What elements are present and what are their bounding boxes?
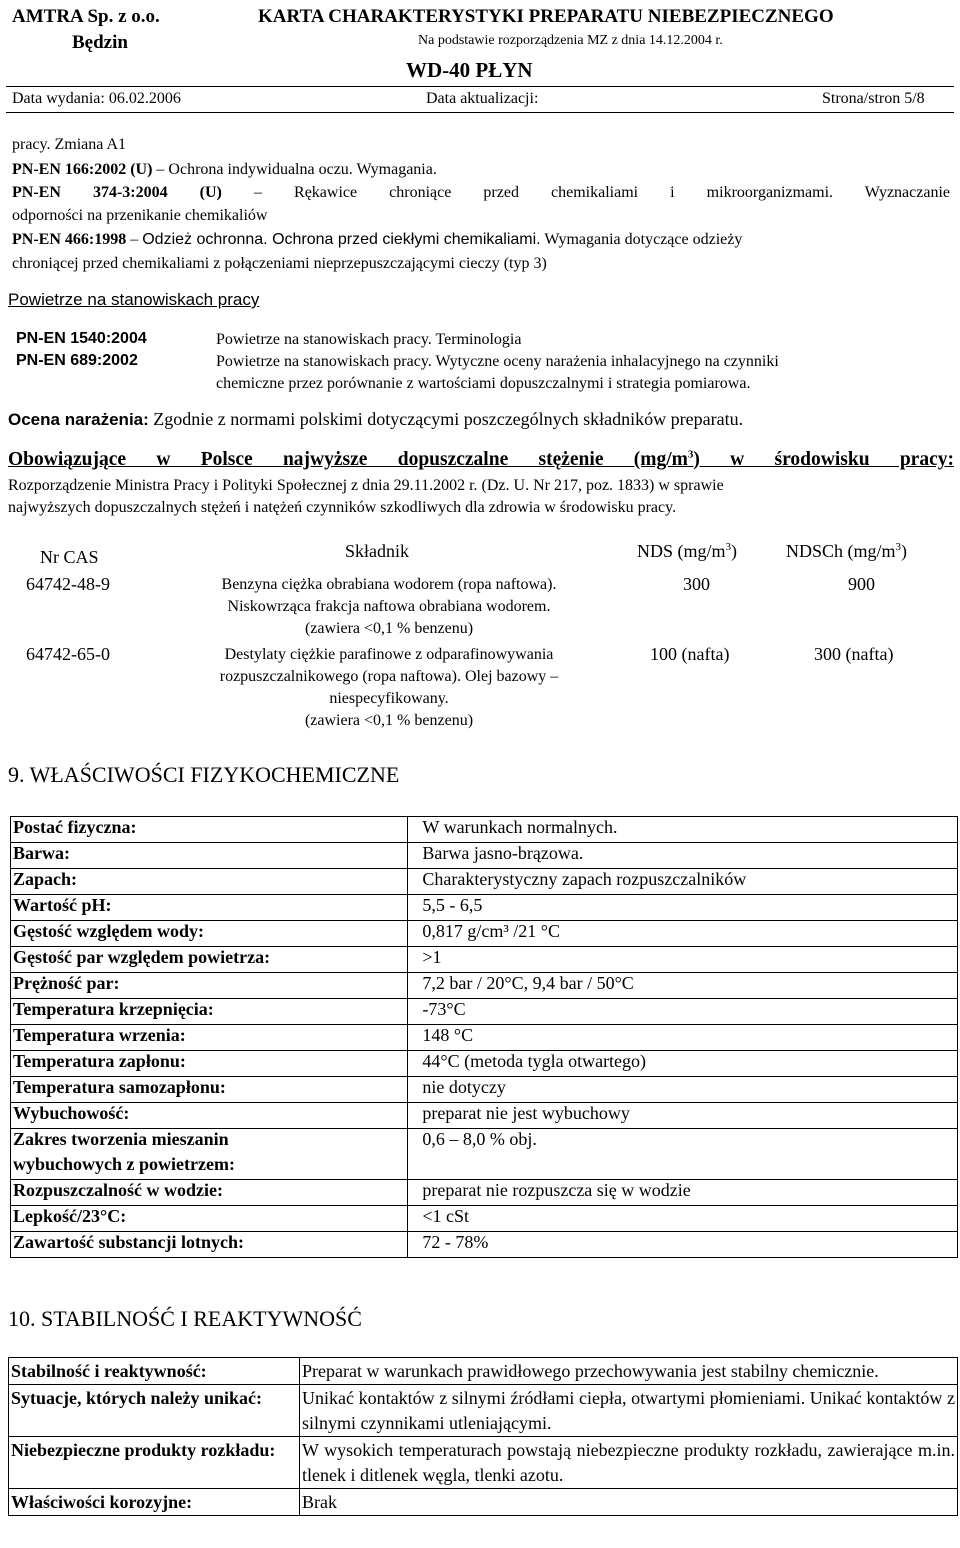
intro-line: PN-EN 374-3:2004 (U) – Rękawice chroniące przed chemikaliami i mikroorganizmami. Wyznaczanie — [12, 184, 951, 201]
property-row — [11, 947, 958, 973]
property-value: Barwa jasno-brązowa. — [408, 843, 958, 869]
property-row — [11, 1154, 958, 1180]
property-value: W warunkach normalnych. — [408, 817, 958, 843]
property-value — [408, 1154, 958, 1180]
stability-value: Preparat w warunkach prawidłowego przechowywania jest stabilny chemicznie. — [300, 1358, 958, 1385]
property-name: Gęstość względem wody: — [11, 921, 408, 947]
property-name: Lepkość/23°C: — [11, 1206, 408, 1232]
limits-heading: Obowiązujące w Polsce najwyższe dopuszczalne stężenie $(mg/m^3)$ w środowisku pracy: — [8, 448, 954, 470]
air-standard: PN-EN 1540:2004 — [16, 330, 147, 347]
air-description: Powietrze na stanowiskach pracy. Wytyczne oceny narażenia inhalacyjnego na czynniki — [216, 353, 779, 370]
ndsch-value: 900 — [848, 574, 875, 594]
air-description: Powietrze na stanowiskach pracy. Terminologia — [216, 331, 522, 348]
exposure-assessment: Ocena narażenia: Zgodnie z normami polskimi dotyczącymi poszczególnych składników preparatu. — [8, 409, 744, 429]
property-name: Wybuchowość: — [11, 1103, 408, 1129]
physicochemical-properties-table — [10, 816, 958, 1258]
property-name: Temperatura wrzenia: — [11, 1025, 408, 1051]
property-value: -73°C — [408, 999, 958, 1025]
property-row — [11, 843, 958, 869]
air-standard: PN-EN 689:2002 — [16, 352, 138, 369]
property-name: Wartość pH: — [11, 895, 408, 921]
property-name: Rozpuszczalność w wodzie: — [11, 1180, 408, 1206]
property-value: <1 cSt — [408, 1206, 958, 1232]
intro-line: PN-EN 166:2002 (U) – Ochrona indywidualna oczu. Wymagania. — [12, 161, 437, 178]
property-row — [11, 1129, 958, 1155]
property-row — [11, 973, 958, 999]
property-name: Zakres tworzenia mieszanin — [11, 1129, 408, 1155]
intro-line: chroniącej przed chemikaliami z połączeniami nieprzepuszczającymi cieczy (typ 3) — [12, 255, 547, 272]
stability-value: Unikać kontaktów z silnymi źródłami ciepła, otwartymi płomieniami. Unikać kontaktów z silnymi czynnikami utleniającymi. — [300, 1385, 958, 1437]
limits-regulation: Rozporządzenie Ministra Pracy i Polityki Społecznej z dnia 29.11.2002 r. (Dz. U. Nr 217, poz. 1833) w sprawie — [8, 477, 724, 494]
stability-row — [9, 1489, 958, 1516]
stability-row — [9, 1358, 958, 1385]
property-value: 0,817 g/cm³ /21 °C — [408, 921, 958, 947]
property-name: Zapach: — [11, 869, 408, 895]
stability-row — [9, 1437, 958, 1489]
property-value: 5,5 - 6,5 — [408, 895, 958, 921]
intro-line: odporności na przenikanie chemikaliów — [12, 207, 268, 224]
stability-name: Właściwości korozyjne: — [9, 1489, 300, 1516]
property-value: preparat nie jest wybuchowy — [408, 1103, 958, 1129]
component-description: Benzyna ciężka obrabiana wodorem (ropa naftowa). Niskowrząca frakcja naftowa obrabiana wodorem. (zawiera <0,1 % benzenu) — [221, 576, 557, 637]
limits-regulation: najwyższych dopuszczalnych stężeń i natężeń czynników szkodliwych dla zdrowia w środowisku pracy. — [8, 499, 677, 516]
stability-value: Brak — [300, 1489, 958, 1516]
property-name: Temperatura zapłonu: — [11, 1051, 408, 1077]
company-name: AMTRA Sp. z o.o. — [12, 6, 160, 27]
section-9-title: 9. WŁAŚCIWOŚCI FIZYKOCHEMICZNE — [8, 762, 400, 787]
col-nds: NDS $(mg/m^3)$ — [637, 541, 738, 561]
document-title: KARTA CHARAKTERYSTYKI PREPARATU NIEBEZPIECZNEGO — [258, 6, 834, 27]
property-name: Temperatura krzepnięcia: — [11, 999, 408, 1025]
property-row — [11, 895, 958, 921]
col-cas: Nr CAS — [40, 547, 99, 567]
product-name: WD-40 PŁYN — [406, 58, 533, 82]
property-name: Zawartość substancji lotnych: — [11, 1232, 408, 1258]
nds-value: 100 (nafta) — [650, 644, 730, 664]
property-value: >1 — [408, 947, 958, 973]
property-name: Temperatura samozapłonu: — [11, 1077, 408, 1103]
col-ndsch: NDSCh $(mg/m^3)$ — [786, 541, 908, 561]
property-row — [11, 817, 958, 843]
stability-name: Sytuacje, których należy unikać: — [9, 1385, 300, 1437]
property-row — [11, 999, 958, 1025]
property-row — [11, 921, 958, 947]
issue-date-label: Data wydania: 06.02.2006 — [12, 90, 181, 107]
header-divider-bottom — [6, 112, 954, 113]
property-row — [11, 869, 958, 895]
property-value: Charakterystyczny zapach rozpuszczalników — [408, 869, 958, 895]
col-component: Składnik — [345, 541, 410, 561]
air-description: chemiczne przez porównanie z wartościami dopuszczalnymi i strategia pomiarowa. — [216, 375, 751, 392]
stability-name: Stabilność i reaktywność: — [9, 1358, 300, 1385]
property-value: 72 - 78% — [408, 1232, 958, 1258]
property-row — [11, 1103, 958, 1129]
property-name: wybuchowych z powietrzem: — [11, 1154, 408, 1180]
property-name: Prężność par: — [11, 973, 408, 999]
stability-value: W wysokich temperaturach powstają niebezpieczne produkty rozkładu, zawierające m.in. tlenek i ditlenek węgla, tlenki azotu. — [300, 1437, 958, 1489]
property-name: Postać fizyczna: — [11, 817, 408, 843]
property-name: Barwa: — [11, 843, 408, 869]
stability-name: Niebezpieczne produkty rozkładu: — [9, 1437, 300, 1489]
update-date-label: Data aktualizacji: — [426, 90, 539, 107]
property-value: 0,6 – 8,0 % obj. — [408, 1129, 958, 1155]
intro-line: pracy. Zmiana A1 — [12, 136, 127, 153]
property-row — [11, 1180, 958, 1206]
property-row — [11, 1077, 958, 1103]
property-value: 7,2 bar / 20°C, 9,4 bar / 50°C — [408, 973, 958, 999]
component-description: Destylaty ciężkie parafinowe z odparafinowywania rozpuszczalnikowego (ropa naftowa). Olej bazowy – niespecyfikowany. (zawiera <0,1 % benzenu) — [219, 646, 559, 729]
intro-line: PN-EN 466:1998 – Odzież ochronna. Ochrona przed ciekłymi chemikaliami. Wymagania dotyczące odzieży — [12, 231, 743, 248]
cas-number: 64742-48-9 — [26, 574, 110, 594]
regulation-reference: Na podstawie rozporządzenia MZ z dnia 14.12.2004 r. — [418, 33, 723, 48]
header-divider — [6, 86, 954, 87]
ndsch-value: 300 (nafta) — [814, 644, 894, 664]
nds-value: 300 — [683, 574, 710, 594]
property-row — [11, 1232, 958, 1258]
property-value: 148 °C — [408, 1025, 958, 1051]
section-10-title: 10. STABILNOŚĆ I REAKTYWNOŚĆ — [8, 1306, 362, 1331]
property-value: preparat nie rozpuszcza się w wodzie — [408, 1180, 958, 1206]
cas-number: 64742-65-0 — [26, 644, 110, 664]
stability-row — [9, 1385, 958, 1437]
property-value: 44°C (metoda tygla otwartego) — [408, 1051, 958, 1077]
company-city: Będzin — [72, 32, 128, 53]
page-number: Strona/stron 5/8 — [822, 90, 925, 107]
property-value: nie dotyczy — [408, 1077, 958, 1103]
air-heading: Powietrze na stanowiskach pracy — [8, 290, 260, 309]
property-name: Gęstość par względem powietrza: — [11, 947, 408, 973]
property-row — [11, 1051, 958, 1077]
property-row — [11, 1206, 958, 1232]
stability-table — [8, 1357, 958, 1516]
property-row — [11, 1025, 958, 1051]
